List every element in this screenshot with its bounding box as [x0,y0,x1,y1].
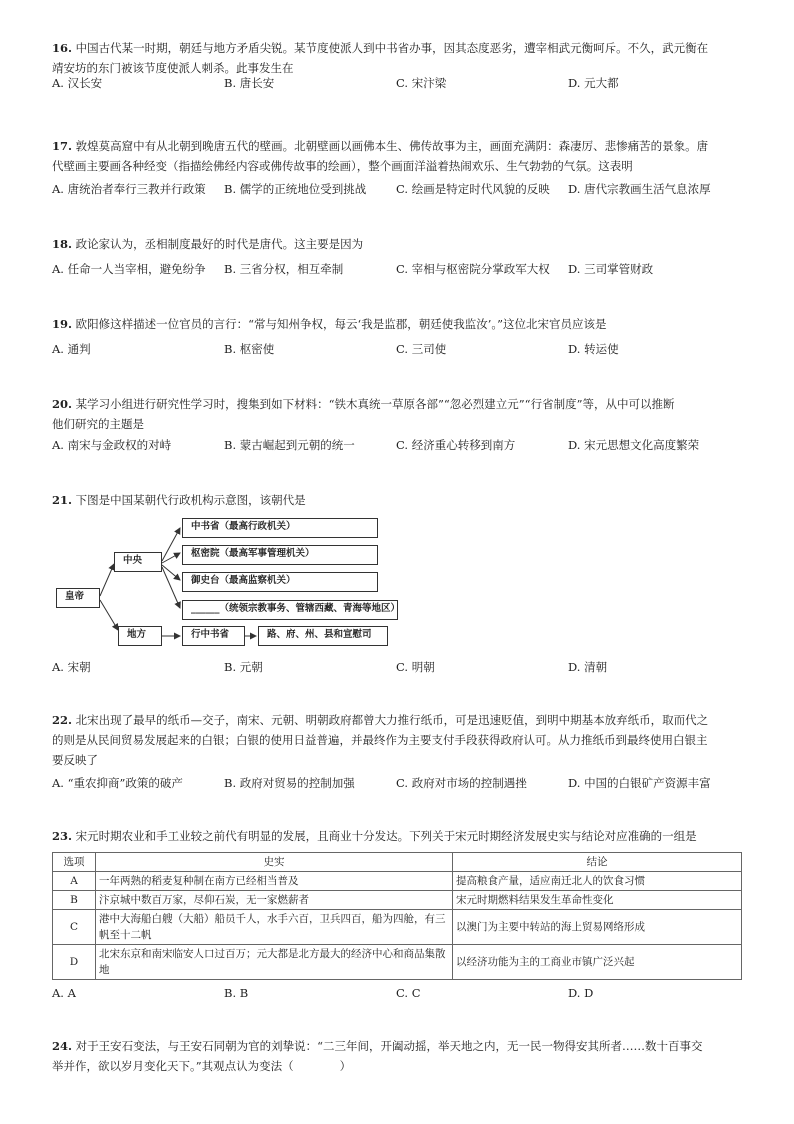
question-17-stem [52,136,742,176]
option-b[interactable]: B. 枢密使 [224,342,275,356]
question-text: 要反映了 [52,753,98,767]
question-19-stem [52,314,742,334]
question-19-options [52,340,752,358]
row-fact: 汴京城中数百万家，尽仰石炭，无一家燃薪者 [96,891,453,910]
option-a[interactable]: A. 唐统治者奉行三教并行政策 [52,182,206,196]
question-number: 20. [52,397,73,411]
option-c[interactable]: C. 明朝 [396,660,435,674]
question-16-stem [52,38,742,78]
option-a[interactable]: A. 任命一人当宰相，避免纷争 [52,262,206,276]
row-fact: 一年两熟的稻麦复种制在南方已经相当普及 [96,872,453,891]
question-number: 22. [52,713,73,727]
question-22-stem [52,710,742,770]
question-number: 17. [52,139,73,153]
local-box: 地方 [118,626,162,646]
row-option: B [53,891,96,910]
question-text: 北宋出现了最早的纸币—交子，南宋、元朝、明朝政府都曾大力推行纸币，可是迅速贬值，到明中期基本放弃纸币，取而代之 [75,713,709,727]
option-a[interactable]: A. 通判 [52,342,91,356]
option-a[interactable]: A. “重农抑商”政策的破产 [52,776,183,790]
question-21-options [52,658,752,676]
option-a[interactable]: A. A [52,986,76,1000]
row-option: D [53,945,96,980]
header-option: 选项 [53,853,96,872]
option-d[interactable]: D. 清朝 [568,660,608,674]
option-c[interactable]: C. 宰相与枢密院分掌政军大权 [396,262,550,276]
option-b[interactable]: B. B [224,986,249,1000]
option-c[interactable]: C. 经济重心转移到南方 [396,438,516,452]
option-d[interactable]: D. D [568,986,594,1000]
option-d[interactable]: D. 唐代宗教画生活气息浓厚 [568,182,711,196]
header-fact: 史实 [96,853,453,872]
option-a[interactable]: A. 汉长安 [52,76,103,90]
question-number: 21. [52,493,73,507]
question-18-stem [52,234,742,254]
option-c[interactable]: C. 政府对市场的控制遇挫 [396,776,527,790]
question-text: 代壁画主要画各种经变（指描绘佛经内容或佛传故事的绘画），整个画面洋溢着热闹欢乐、生气勃勃的气氛。这表明 [52,159,633,173]
table-row [53,945,742,980]
yushi-box: 御史台（最高监察机关） [182,572,378,592]
option-a[interactable]: A. 宋朝 [52,660,91,674]
question-20-options [52,436,752,454]
question-text: 举并作，欲以岁月变化天下。”其观点认为变法（ ） [52,1059,352,1073]
option-b[interactable]: B. 元朝 [224,660,263,674]
question-17-options [52,180,752,198]
question-16-options [52,74,752,92]
question-20-stem [52,394,742,434]
option-d[interactable]: D. 三司掌管财政 [568,262,654,276]
question-number: 16. [52,41,73,55]
question-text: 政论家认为，丞相制度最好的时代是唐代。这主要是因为 [75,237,364,251]
row-option: C [53,910,96,945]
row-option: A [53,872,96,891]
question-text: 欧阳修这样描述一位官员的言行：“常与知州争权，每云‘我是监郡，朝廷使我监汝’。”这位北宋官员应该是 [75,317,607,331]
central-box: 中央 [114,552,162,572]
question-text: 敦煌莫高窟中有从北朝到晚唐五代的壁画。北朝壁画以画佛本生、佛传故事为主，画面充满阴：森凄厉、悲惨痛苦的景象。唐 [75,139,709,153]
option-b[interactable]: B. 蒙古崛起到元朝的统一 [224,438,355,452]
option-c[interactable]: C. C [396,986,421,1000]
row-conclusion: 宋元时期燃料结果发生革命性变化 [453,891,742,910]
admin-structure-diagram [52,512,422,652]
question-number: 18. [52,237,73,251]
row-fact: 北宋东京和南宋临安人口过百万；元大都是北方最大的经济中心和商品集散地 [96,945,453,980]
question-text: 对于王安石变法，与王安石同朝为官的刘挚说：“二三年间，开阖动摇，举天地之内，无一民一物得安其所者……数十百事交 [75,1039,703,1053]
option-b[interactable]: B. 唐长安 [224,76,275,90]
row-conclusion: 提高粮食产量，适应南迁北人的饮食习惯 [453,872,742,891]
zhongshu-box: 中书省（最高行政机关） [182,518,378,538]
option-a[interactable]: A. 南宋与金政权的对峙 [52,438,172,452]
row-fact: 港中大海船白艘（大船）船员千人，水手六百，卫兵四百，船为四舱，有三帆至十二帆 [96,910,453,945]
shumi-box: 枢密院（最高军事管理机关） [182,545,378,565]
table-header-row [53,853,742,872]
question-text: 他们研究的主题是 [52,417,144,431]
table-row [53,910,742,945]
option-c[interactable]: C. 三司使 [396,342,447,356]
question-number: 23. [52,829,73,843]
question-23-options [52,984,752,1002]
option-d[interactable]: D. 中国的白银矿产资源丰富 [568,776,711,790]
option-b[interactable]: B. 政府对贸易的控制加强 [224,776,355,790]
question-text: 靖安坊的东门被该节度使派人刺杀。此事发生在 [52,61,294,75]
header-conclusion: 结论 [453,853,742,872]
question-number: 24. [52,1039,73,1053]
xingsheng-box: 行中书省 [182,626,245,646]
question-21-stem [52,490,742,510]
question-18-options [52,260,752,278]
option-c[interactable]: C. 绘画是特定时代风貌的反映 [396,182,550,196]
question-23-stem [52,826,742,846]
question-24-stem [52,1036,742,1076]
question-text: 某学习小组进行研究性学习时，搜集到如下材料：“铁木真统一草原各部”“忽必烈建立元”“行省制度”等，从中可以推断 [75,397,675,411]
emperor-box: 皇帝 [56,588,100,608]
table-row [53,872,742,891]
option-d[interactable]: D. 转运使 [568,342,619,356]
question-text: 下图是中国某朝代行政机构示意图，该朝代是 [75,493,306,507]
question-22-options [52,774,752,792]
question-text: 中国古代某一时期，朝廷与地方矛盾尖锐。某节度使派人到中书省办事，因其态度恶劣，遭宰相武元衡呵斥。不久，武元衡在 [75,41,709,55]
option-d[interactable]: D. 元大都 [568,76,619,90]
option-b[interactable]: B. 儒学的正统地位受到挑战 [224,182,367,196]
question-23-table [52,852,742,980]
option-d[interactable]: D. 宋元思想文化高度繁荣 [568,438,700,452]
question-text: 的则是从民间贸易发展起来的白银；白银的使用日益普遍，并最终作为主要支付手段获得政府认可。从力推纸币到最终使用白银主 [52,733,708,747]
option-c[interactable]: C. 宋汴梁 [396,76,447,90]
row-conclusion: 以经济功能为主的工商业市镇广泛兴起 [453,945,742,980]
table-row [53,891,742,910]
question-text: 宋元时期农业和手工业较之前代有明显的发展，且商业十分发达。下列关于宋元时期经济发展史实与结论对应准确的一组是 [75,829,697,843]
blank-box: ______（统领宗教事务、管辖西藏、青海等地区） [182,600,398,620]
question-number: 19. [52,317,73,331]
row-conclusion: 以澳门为主要中转站的海上贸易网络形成 [453,910,742,945]
lower-levels-box: 路、府、州、县和宣慰司 [258,626,388,646]
option-b[interactable]: B. 三省分权，相互牵制 [224,262,344,276]
